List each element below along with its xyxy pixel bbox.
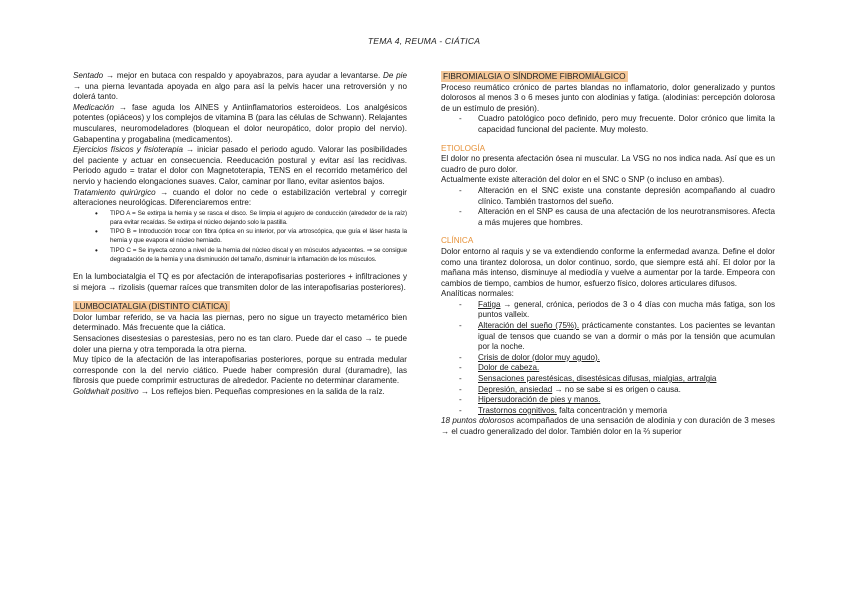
heading-fibromialgia: FIBROMIALGIA O SÍNDROME FIBROMIÁLGICO <box>443 71 626 81</box>
term-medicacion: Medicación <box>73 102 114 112</box>
paragraph-sentado: Sentado → mejor en butaca con respaldo y apoyabrazos, para ayudar a levantarse. De pie → una pierna levantada apoyada en algo para así la pelvis hacer una retroversión y no dolerá tanto. <box>73 71 407 102</box>
paragraph-ejercicios: Ejercicios físicos y fisioterapia → iniciar pasado el periodo agudo. Valorar las posibilidades del paciente y actuar en consecuencia. Reeducación postural y evitar así las recidivas. Periodo agudo = tratar el dolor con Magnetoterapia, TENS en el recorrido metamérico del nervio y haciendo elongaciones suaves. Calor, caminar por llano, evitar asientos bajos. <box>73 145 407 186</box>
list-item: - Dolor de cabeza. <box>441 363 775 374</box>
list-item: - Cuadro patológico poco definido, pero muy frecuente. Dolor crónico que limita la capacidad funcional del paciente. Muy molesto. <box>441 114 775 135</box>
paragraph-fibro-definicion: Proceso reumático crónico de partes blandas no inflamatorio, dolor generalizado y puntos dolorosos al menos 3 o 6 meses junto con alodinias y fatiga. (alodinias: percepción dolorosa de un estímulo de presión). <box>441 82 775 113</box>
list-item: • TIPO B = Introducción trocar con fibra óptica en su interior, por vía artroscópica, que guía el láser hasta la hernia y que evapora el núcleo herniado. <box>73 227 407 245</box>
left-column <box>73 71 407 397</box>
spacer <box>441 228 775 236</box>
spacer <box>441 136 775 144</box>
etiologia-list <box>441 186 775 228</box>
heading-etiologia: ETIOLOGÍA <box>441 143 486 153</box>
list-item: • TIPO A = Se extirpa la hernia y se rasca el disco. Se limpia el agujero de conducción (alrededor de la raíz) para evitar recaídas. Se extirpa el núcleo dejando solo la pastilla. <box>73 209 407 227</box>
paragraph-goldwhait: Goldwhait positivo → Los reflejos bien. Pequeñas compresiones en la salida de la raíz. <box>73 386 385 396</box>
spacer <box>73 293 407 301</box>
paragraph-clinica-1: Dolor entorno al raquis y se va extendiendo conforme la enfermedad avanza. Define el dolor como una tirantez dolorosa, un dolor continuo, sordo, que siempre está ahí. El dolor por la mañana más intenso, disminuye al mediodía y vuelve a aumentar por la tarde. Empeora con cambios de tiempo, cambios de humor, esfuerzo físico, dolores articulares difusos. <box>441 246 775 288</box>
list-item: - Depresión, ansiedad → no se sabe si es origen o causa. <box>441 385 775 396</box>
list-item: - Hipersudoración de pies y manos. <box>441 395 775 406</box>
paragraph-etiologia-1: El dolor no presenta afectación ósea ni muscular. La VSG no nos indica nada. Así que es un cuadro de puro dolor. <box>441 154 775 174</box>
spacer <box>73 264 407 272</box>
list-item: - Sensaciones parestésicas, disestésicas difusas, mialgias, artralgia <box>441 374 775 385</box>
paragraph-analiticas: Analíticas normales: <box>441 289 514 299</box>
right-column <box>441 71 775 438</box>
paragraph-interapofisarias: Muy típico de la afectación de las interapofisarias posteriores, porque su entrada medular corresponde con la del nervio ciático. Puede haber compresión dural (duramadre), las fibrosis que puede comprimir estructuras de alrededor. Paciente no determinar claramente. <box>73 355 407 386</box>
clinica-list <box>441 300 775 417</box>
list-item: - Crisis de dolor (dolor muy agudo). <box>441 353 775 364</box>
term-sentado: Sentado <box>73 71 104 80</box>
heading-clinica: CLÍNICA <box>441 236 474 246</box>
list-item: • TIPO C = Se inyecta ozono a nivel de la hernia del núcleo discal y en músculos adyacentes. ⇒ se consigue degradación de la hernia y una disminución del tamaño, disminuir la inflamación de los músculos. <box>73 246 407 264</box>
list-item: - Alteración en el SNP es causa de una afectación de los neurotransmisores. Afecta a más mujeres que hombres. <box>441 207 775 228</box>
page-header: TEMA 4, REUMA - CIÁTICA <box>367 36 481 46</box>
paragraph-lumbociatalgia-tq: En la lumbociatalgia el TQ es por afectación de interapofisarias posteriores + infiltraciones y si mejora → rizolisis (quemar raíces que transmiten dolor de las interapofisarias posteriores). <box>73 271 407 292</box>
term-de-pie: De pie <box>383 71 407 80</box>
paragraph-etiologia-2: Actualmente existe alteración del dolor en el SNC o SNP (o incluso en ambas). <box>441 175 725 185</box>
term-puntos-dolorosos: 18 puntos dolorosos <box>441 416 515 426</box>
paragraph-quirurgico: Tratamiento quirúrgico → cuando el dolor no cede o estabilización vertebral y corregir alteraciones neurológicas. Diferenciaremos entre: <box>73 187 407 208</box>
surgery-types-list <box>73 209 407 264</box>
term-ejercicios: Ejercicios físicos y fisioterapia <box>73 145 183 155</box>
paragraph-sensaciones: Sensaciones disestesias o parestesias, pero no es tan claro. Puede dar el caso → te puede doler una pierna y otra temporada la otra pierna. <box>73 333 407 354</box>
paragraph-medicacion: Medicación → fase aguda los AINES y Antiinflamatorios esteroideos. Los analgésicos potentes (opiáceos) y los complejos de vitamina B (para las células de Schwann). Relajantes musculares, neuromodeladores (bloquean el dolor neuropático, dolor propio del nervio). Gabapentina y progabalina (medicamentos). <box>73 102 407 144</box>
list-item: - Trastornos cognitivos. falta concentración y memoria <box>441 406 775 417</box>
heading-lumbociatalgia: LUMBOCIATALGIA (DISTINTO CIÁTICA) <box>75 301 228 312</box>
list-item: - Alteración en el SNC existe una constante depresión acompañando al cuadro clínico. También trastornos del sueño. <box>441 186 775 207</box>
fibro-list <box>441 114 775 135</box>
term-goldwhait: Goldwhait positivo <box>73 386 139 396</box>
list-item: - Fatiga → general, crónica, periodos de 3 o 4 días con mucha más fatiga, son los puntos valleix. <box>441 300 775 321</box>
paragraph-puntos-dolorosos: 18 puntos dolorosos acompañados de una sensación de alodinia y con duración de 3 meses → el cuadro generalizado del dolor. También dolor en la ⅔ superior <box>441 416 775 436</box>
paragraph-dolor-lumbar: Dolor lumbar referido, se va hacia las piernas, pero no sigue un trayecto metamérico bien determinado. Más frecuente que la ciática. <box>73 312 407 333</box>
term-quirurgico: Tratamiento quirúrgico <box>73 187 156 197</box>
list-item: - Alteración del sueño (75%). prácticamente constantes. Los pacientes se levantan igual de tensos que cuando se van a dormir o más por la tensión que acumulan por la noche. <box>441 321 775 353</box>
